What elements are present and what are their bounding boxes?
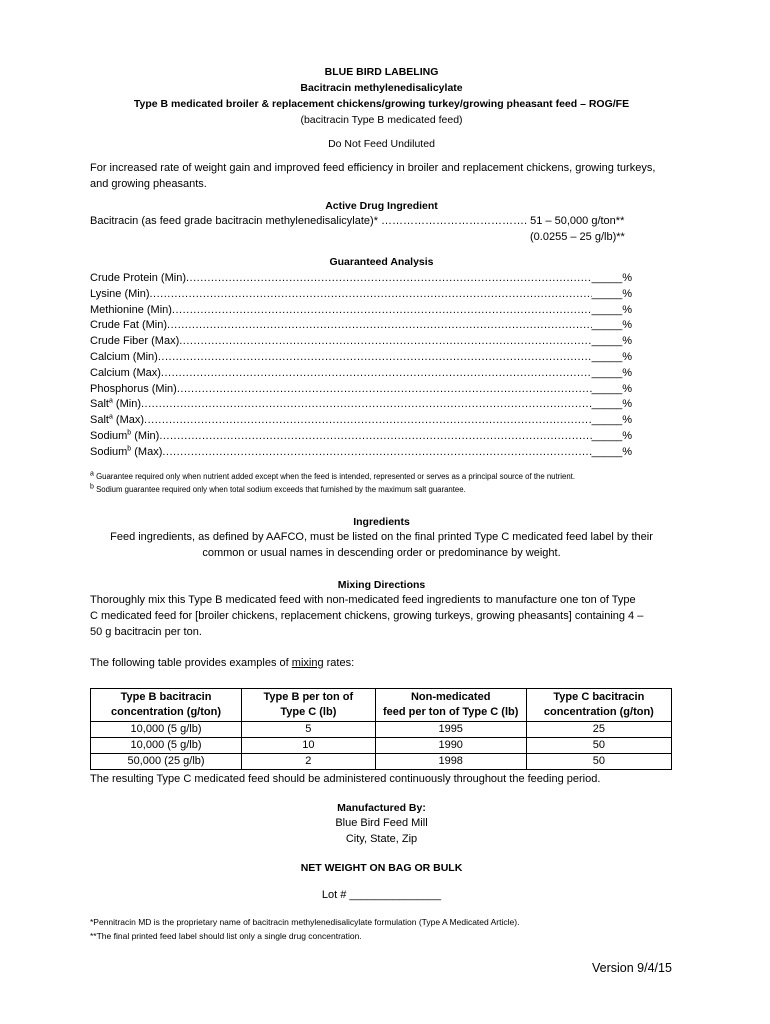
analysis-row (90, 287, 632, 301)
footnote-b (90, 485, 466, 494)
active-drug-label: Bacitracin (as feed grade bacitracin methylenedisalicylate)* (90, 215, 382, 227)
leader-dots (186, 271, 592, 285)
analysis-value-blank: _____% (591, 382, 632, 395)
header-title: BLUE BIRD LABELING (324, 66, 439, 78)
header-text: Type B bacitracin (120, 691, 212, 703)
table-header-cell (91, 689, 242, 722)
analysis-footnote-mark: a (108, 397, 113, 405)
header-text: feed per ton of Type C (lb) (382, 706, 519, 718)
analysis-label-text: Calcium (Min) (90, 351, 158, 363)
header-drug-name: Bacitracin methylenedisalicylate (300, 82, 463, 94)
active-drug-dots: …………………………………. (381, 215, 528, 227)
table-cell: 1995 (375, 722, 526, 738)
header-subtitle: (bacitracin Type B medicated feed) (300, 114, 463, 126)
analysis-label-text: Crude Protein (Min) (90, 272, 186, 284)
header-text: Type C bacitracin (553, 691, 645, 703)
footnote-proprietary: *Pennitracin MD is the proprietary name of bacitracin methylenedisalicylate formulation (Type A Medicated Article). (90, 917, 520, 927)
table-cell: 50 (526, 738, 671, 754)
analysis-label (90, 413, 144, 427)
analysis-label (90, 397, 141, 411)
analysis-row (90, 429, 632, 443)
table-header-cell (242, 689, 376, 722)
table-row (91, 722, 672, 738)
manufacturer-name: Blue Bird Feed Mill (335, 817, 428, 829)
net-weight-text: NET WEIGHT ON BAG OR BULK (300, 862, 463, 874)
analysis-label (90, 445, 162, 459)
purpose-statement: For increased rate of weight gain and improved feed efficiency in broiler and replacement chickens, growing turkeys, and growing pheasants. (90, 162, 656, 190)
analysis-row (90, 397, 632, 411)
analysis-label-text: Crude Fat (Min) (90, 319, 168, 332)
analysis-label (90, 350, 158, 364)
footnote-a-text: Guarantee required only when nutrient added except when the feed is intended, represented or serves as a principal source of the nutrient. (93, 472, 576, 481)
table-cell: 50 (526, 754, 671, 770)
table-header-cell (526, 689, 671, 722)
analysis-row (90, 318, 632, 332)
footnote-a (90, 472, 575, 481)
table-row (91, 754, 672, 770)
analysis-label-text: Sodium (90, 445, 128, 458)
analysis-label-text: Sodium (90, 430, 128, 442)
analysis-row (90, 413, 632, 427)
analysis-row (90, 271, 632, 285)
analysis-label (90, 429, 159, 443)
mixing-heading: Mixing Directions (337, 579, 426, 591)
analysis-label-text: Crude Fiber (Max) (90, 335, 180, 348)
leader-dots (159, 429, 591, 443)
guaranteed-analysis-heading: Guaranteed Analysis (329, 256, 434, 268)
analysis-row (90, 382, 632, 396)
analysis-label (90, 334, 179, 348)
analysis-value-blank: _____% (591, 335, 632, 348)
analysis-row (90, 445, 632, 459)
after-table-text: The resulting Type C medicated feed should be administered continuously throughout the feeding period. (90, 773, 601, 785)
footnote-single-concentration: **The final printed feed label should list only a single drug concentration. (90, 931, 362, 941)
mixing-table-intro-post: rates: (323, 657, 355, 669)
mixing-rates-table (90, 688, 672, 770)
analysis-label (90, 287, 150, 301)
analysis-value-blank: _____% (591, 319, 632, 332)
mixing-table-intro (90, 657, 354, 669)
ingredients-line-1: Feed ingredients, as defined by AAFCO, must be listed on the final printed Type C medicated feed label by their (110, 531, 653, 543)
analysis-label-suffix: (Min) (131, 430, 160, 442)
analysis-value-blank: _____% (591, 287, 632, 300)
analysis-value-blank: _____% (591, 398, 632, 411)
header-text: Type C (lb) (280, 706, 337, 718)
analysis-footnote-mark: a (108, 413, 113, 421)
version-text: Version 9/4/15 (592, 961, 672, 975)
active-drug-heading: Active Drug Ingredient (325, 200, 438, 212)
ingredients-heading: Ingredients (353, 516, 410, 528)
leader-dots (158, 350, 592, 364)
analysis-value-blank: _____% (591, 366, 632, 379)
leader-dots (167, 318, 592, 332)
table-cell: 50,000 (25 g/lb) (91, 754, 242, 770)
analysis-label (90, 318, 167, 332)
leader-dots (179, 334, 591, 348)
table-row (91, 738, 672, 754)
table-header-row (91, 689, 672, 722)
analysis-label-suffix: (Max) (112, 414, 145, 427)
analysis-footnote-mark: b (127, 429, 132, 437)
table-header-cell (375, 689, 526, 722)
analysis-label (90, 366, 161, 380)
analysis-value-blank: _____% (591, 430, 632, 442)
analysis-label-text: Phosphorus (Min) (90, 382, 177, 395)
table-cell: 10,000 (5 g/lb) (91, 722, 242, 738)
analysis-row (90, 350, 632, 364)
header-text: Type B per ton of (263, 691, 354, 703)
table-cell: 2 (242, 754, 376, 770)
mixing-term-link: mixing (291, 657, 324, 669)
lot-number-line: Lot # _______________ (321, 889, 442, 901)
active-drug-value-lb: (0.0255 – 25 g/lb)** (530, 231, 625, 243)
analysis-value-blank: _____% (591, 351, 632, 363)
analysis-row (90, 334, 632, 348)
analysis-label-suffix: (Min) (112, 398, 141, 411)
leader-dots (150, 287, 592, 301)
table-cell: 5 (242, 722, 376, 738)
analysis-label (90, 303, 172, 317)
warning-text: Do Not Feed Undiluted (328, 138, 435, 150)
leader-dots (172, 303, 592, 317)
footnote-b-mark: b (90, 483, 94, 491)
header-feed-type: Type B medicated broiler & replacement chickens/growing turkey/growing pheasant feed – ROG/FE (133, 98, 630, 110)
leader-dots (161, 366, 592, 380)
footnote-a-mark: a (90, 470, 94, 478)
analysis-label-suffix: (Max) (131, 445, 163, 458)
leader-dots (141, 397, 592, 411)
analysis-value-blank: _____% (591, 445, 632, 458)
leader-dots (144, 413, 592, 427)
table-cell: 25 (526, 722, 671, 738)
manufacturer-heading: Manufactured By: (337, 802, 426, 814)
header-text: Non-medicated (410, 691, 491, 703)
table-cell: 1998 (375, 754, 526, 770)
mixing-table-intro-pre: The following table provides examples of (90, 657, 292, 669)
analysis-row (90, 303, 632, 317)
mixing-line-2: C medicated feed for [broiler chickens, replacement chickens, growing turkeys, growing pheasants] containing 4 – (90, 610, 644, 622)
table-cell: 10,000 (5 g/lb) (91, 738, 242, 754)
manufacturer-address: City, State, Zip (345, 833, 418, 845)
analysis-label (90, 382, 177, 396)
analysis-label-text: Salt (90, 414, 109, 427)
leader-dots (177, 382, 592, 396)
active-drug-line (90, 215, 624, 227)
active-drug-value: 51 – 50,000 g/ton** (527, 215, 625, 227)
analysis-label-text: Salt (90, 398, 109, 411)
analysis-label (90, 271, 186, 285)
analysis-label-text: Calcium (Max) (90, 366, 161, 379)
table-cell: 1990 (375, 738, 526, 754)
footnote-b-text: Sodium guarantee required only when total sodium exceeds that furnished by the maximum salt guarantee. (93, 485, 466, 494)
analysis-label-text: Methionine (Min) (90, 303, 172, 316)
mixing-line-3: 50 g bacitracin per ton. (90, 626, 202, 638)
analysis-label-text: Lysine (Min) (90, 287, 150, 300)
table-cell: 10 (242, 738, 376, 754)
analysis-value-blank: _____% (591, 414, 632, 427)
header-text: concentration (g/ton) (543, 706, 654, 718)
analysis-row (90, 366, 632, 380)
leader-dots (162, 445, 591, 459)
ingredients-line-2: common or usual names in descending order or predominance by weight. (202, 547, 561, 559)
mixing-line-1: Thoroughly mix this Type B medicated feed with non-medicated feed ingredients to manufacture one ton of Type (90, 594, 636, 606)
analysis-footnote-mark: b (127, 445, 132, 453)
header-text: concentration (g/ton) (111, 706, 222, 718)
analysis-value-blank: _____% (591, 272, 632, 284)
analysis-value-blank: _____% (591, 303, 632, 316)
